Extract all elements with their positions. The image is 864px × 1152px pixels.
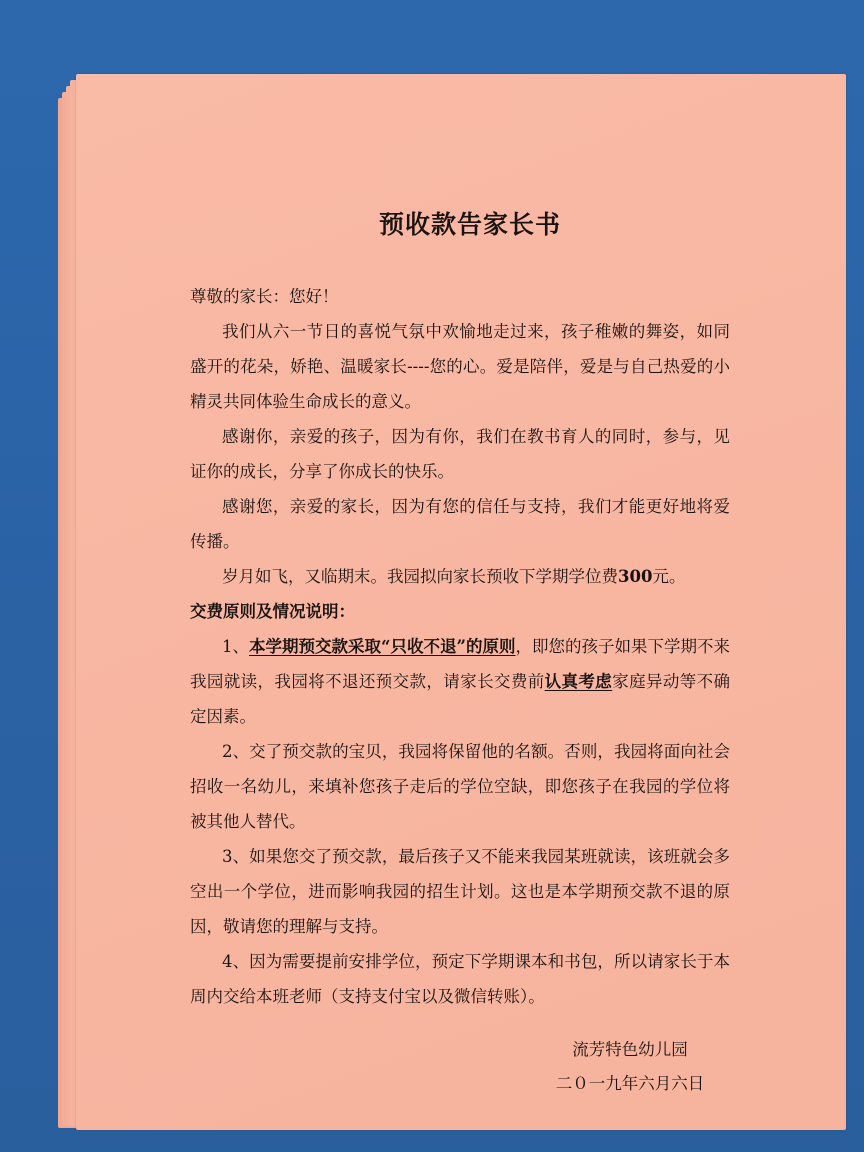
item-1-end: 家庭异动等不确定因素。 — [190, 672, 731, 726]
signature-date: 二０一九年六月六日 — [555, 1074, 705, 1093]
paragraph-4-text: 岁月如飞，又临期末。我园拟向家长预收下学期学位费 — [222, 567, 618, 586]
paragraph-4 — [190, 559, 730, 594]
item-1-number: 1、 — [222, 637, 249, 656]
item-1 — [190, 629, 730, 734]
fee-amount: 300 — [618, 567, 653, 586]
paragraph-2: 感谢你，亲爱的孩子，因为有你，我们在教书育人的同时，参与，见证你的成长，分享了你成长的快乐。 — [190, 427, 730, 481]
item-1-emphasis: 认真考虑 — [544, 672, 613, 691]
section-heading: 交费原则及情况说明： — [190, 602, 355, 621]
paragraph-3: 感谢您，亲爱的家长，因为有您的信任与支持，我们才能更好地将爱传播。 — [190, 497, 730, 551]
signature-block — [190, 1014, 730, 1104]
signature-org: 流芳特色幼儿园 — [572, 1040, 688, 1059]
item-2: 2、交了预交款的宝贝，我园将保留他的名额。否则，我园将面向社会招收一名幼儿，来填补您孩子走后的学位空缺，即您孩子在我园的学位将被其他人替代。 — [190, 742, 730, 831]
letter-title: 预收款告家长书 — [378, 210, 561, 239]
salutation: 尊敬的家长：您好！ — [190, 287, 339, 306]
letter-content — [190, 205, 730, 1104]
item-1-text: ，即您的孩子如果下学期不来我园就读，我园将不退还预交款，请家长交费前 — [190, 637, 731, 691]
paragraph-1: 我们从六一节日的喜悦气氛中欢愉地走过来，孩子稚嫩的舞姿，如同盛开的花朵，娇艳、温暖家长----您的心。爱是陪伴，爱是与自己热爱的小精灵共同体验生命成长的意义。 — [190, 322, 730, 411]
item-3: 3、如果您交了预交款，最后孩子又不能来我园某班就读，该班就会多空出一个学位，进而影响我园的招生计划。这也是本学期预交款不退的原因，敬请您的理解与支持。 — [190, 847, 730, 936]
paragraph-4-end: 元。 — [652, 567, 686, 586]
item-1-principle: 本学期预交款采取“只收不退”的原则 — [249, 637, 516, 656]
item-4: 4、因为需要提前安排学位，预定下学期课本和书包，所以请家长于本周内交给本班老师（支持支付宝以及微信转账）。 — [190, 952, 730, 1006]
